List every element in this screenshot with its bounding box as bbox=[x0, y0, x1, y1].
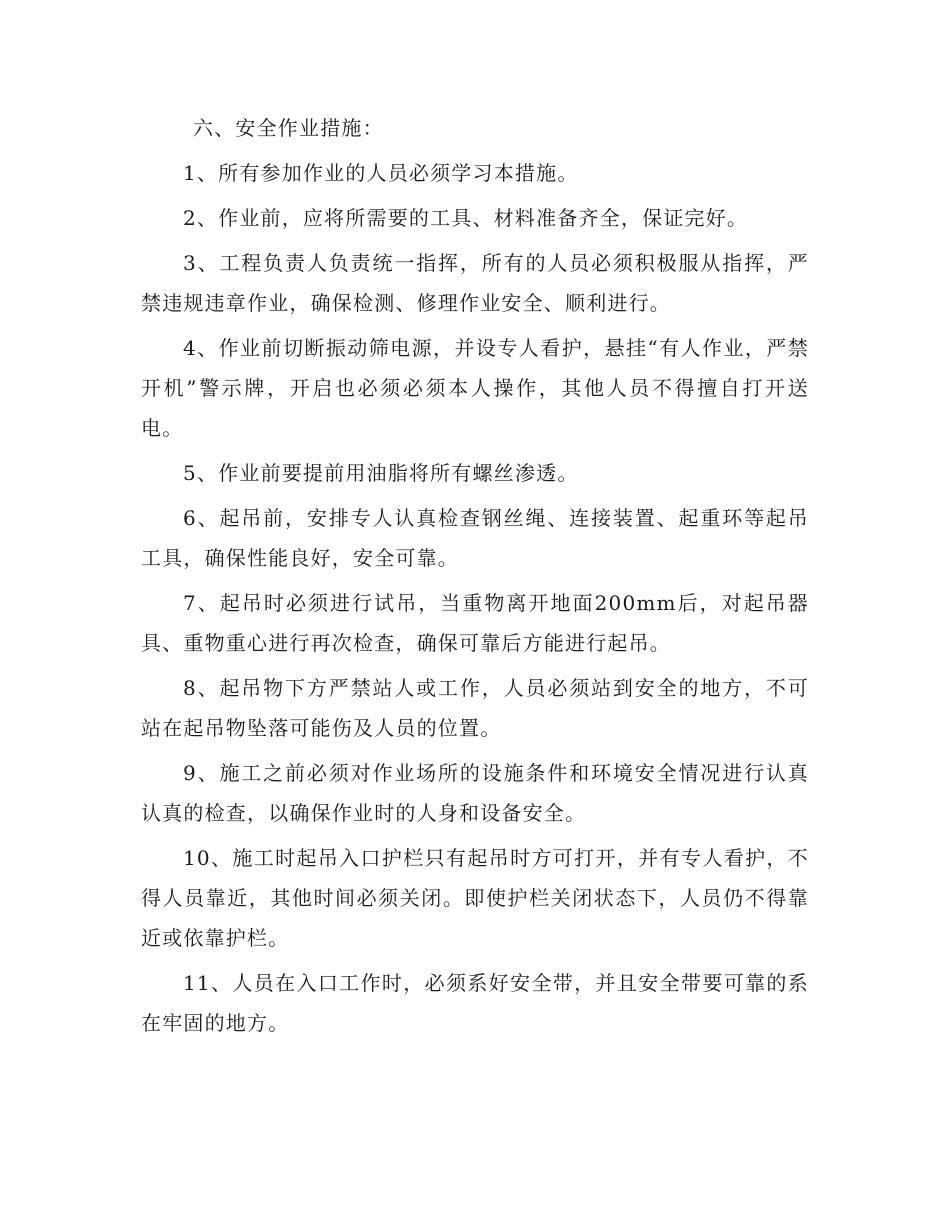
list-item-6: 6、起吊前，安排专人认真检查钢丝绳、连接装置、起重环等起吊工具，确保性能良好，安全可靠。 bbox=[141, 506, 809, 570]
list-item-8: 8、起吊物下方严禁站人或工作，人员必须站到安全的地方，不可站在起吊物坠落可能伤及人员的位置。 bbox=[141, 676, 809, 740]
section-heading: 六、安全作业措施： bbox=[193, 116, 384, 140]
list-item-9: 9、施工之前必须对作业场所的设施条件和环境安全情况进行认真认真的检查，以确保作业时的人身和设备安全。 bbox=[141, 761, 809, 825]
list-item-1: 1、所有参加作业的人员必须学习本措施。 bbox=[183, 161, 579, 185]
list-item-2: 2、作业前，应将所需要的工具、材料准备齐全，保证完好。 bbox=[183, 206, 749, 230]
list-item-4: 4、作业前切断振动筛电源，并设专人看护，悬挂“有人作业，严禁开机”警示牌，开启也必须必须本人操作，其他人员不得擅自打开送电。 bbox=[141, 336, 809, 440]
list-item-7: 7、起吊时必须进行试吊，当重物离开地面200mm后，对起吊器具、重物重心进行再次检查，确保可靠后方能进行起吊。 bbox=[141, 591, 809, 655]
list-item-5: 5、作业前要提前用油脂将所有螺丝渗透。 bbox=[183, 461, 579, 485]
list-item-3: 3、工程负责人负责统一指挥，所有的人员必须积极服从指挥，严禁违规违章作业，确保检测、修理作业安全、顺利进行。 bbox=[141, 251, 809, 315]
document-body bbox=[141, 108, 809, 1048]
list-item-10: 10、施工时起吊入口护栏只有起吊时方可打开，并有专人看护，不得人员靠近，其他时间必须关闭。即使护栏关闭状态下，人员仍不得靠近或依靠护栏。 bbox=[141, 846, 809, 950]
list-item-11: 11、人员在入口工作时，必须系好安全带，并且安全带要可靠的系在牢固的地方。 bbox=[141, 971, 809, 1035]
